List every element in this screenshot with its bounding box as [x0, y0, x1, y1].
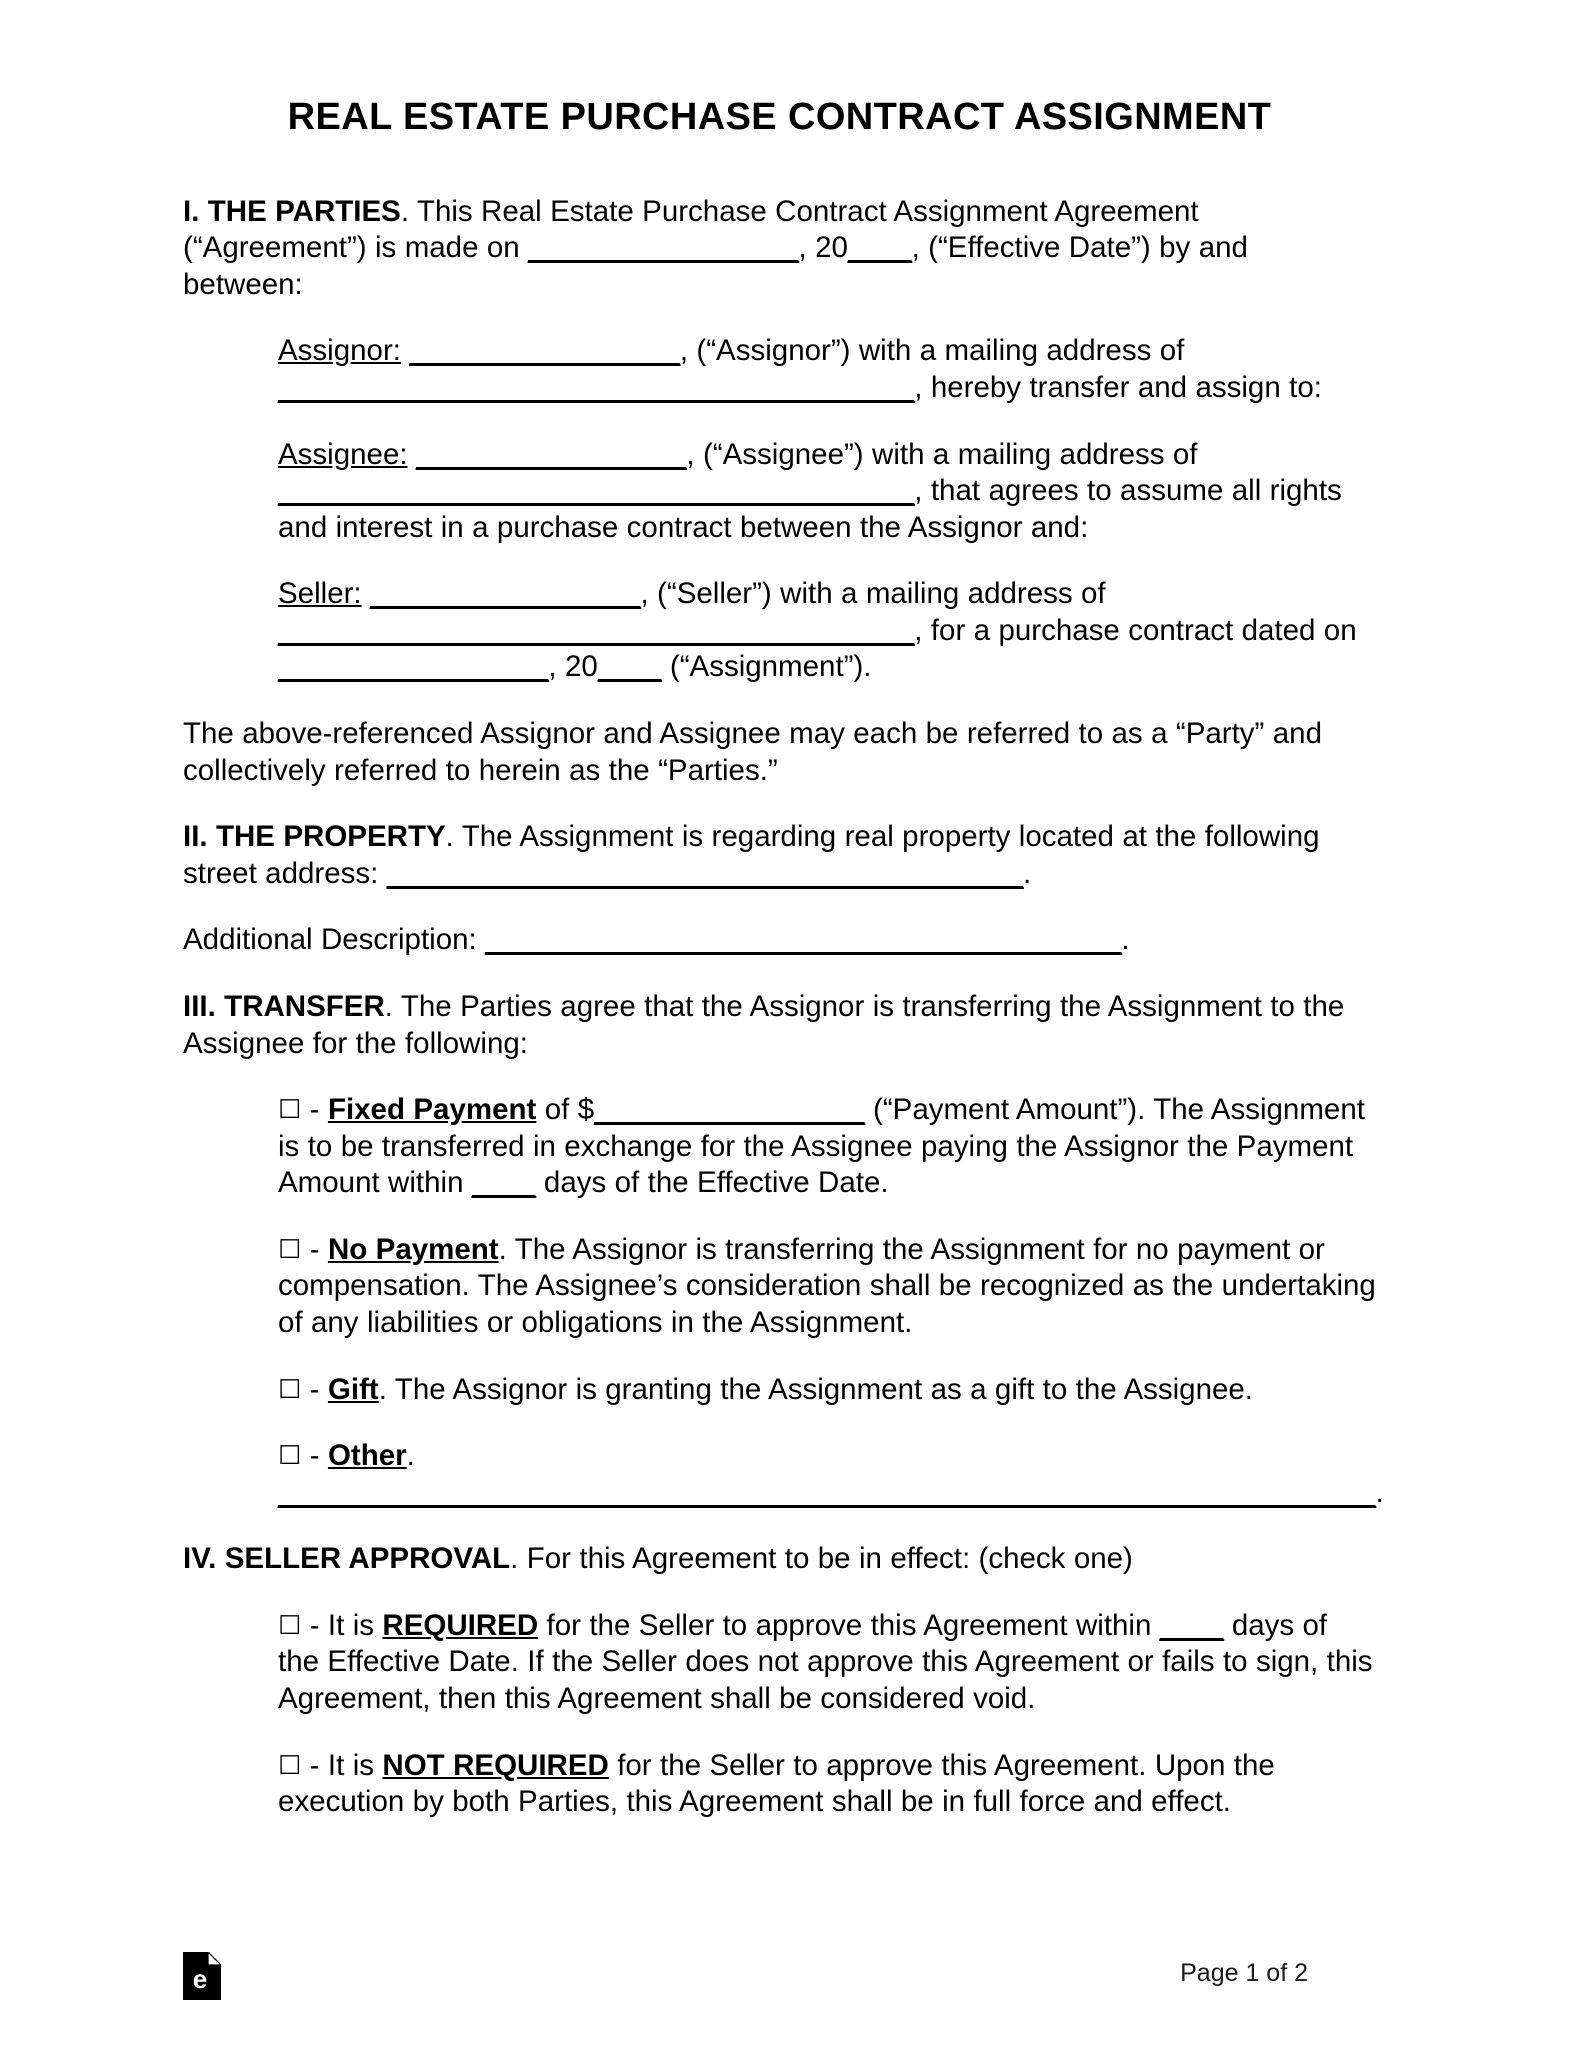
parties-intro-a: . This Real Estate Purchase Contract Assignment Agreement (“Agreement”) is made on [183, 194, 1199, 265]
eforms-logo-icon[interactable] [183, 1952, 221, 2000]
assignee-name-blank[interactable]: _________________ [415, 437, 687, 471]
option-no-payment-body: . The Assignor is transferring the Assignment for no payment or compensation. The Assignee’s consideration shall be recognized as the undertaking of any liabilities or obligations in the Assignment. [278, 1232, 1376, 1339]
option-label-other: Other [327, 1439, 407, 1473]
option-other-a: . [406, 1439, 415, 1473]
section-seller-approval [183, 1541, 1376, 1578]
assignor-block [278, 333, 1376, 406]
seller-line1: , (“Seller”) with a mailing address of [640, 577, 1106, 611]
additional-description [183, 922, 1376, 959]
option-fixed-b: (“Payment Amount”). The Assignment is to be transferred in exchange for the Assignee paying the Assignor the Payment Amount within [278, 1093, 1365, 1200]
assignee-line2: , that agrees to assume all rights and interest in a purchase contract between the Assignor and: [278, 474, 1342, 544]
svg-text:e: e [192, 1964, 208, 1994]
property-body-b: . [1022, 856, 1032, 890]
checkbox-icon[interactable]: ☐ [278, 1750, 302, 1781]
transfer-option-gift[interactable] [278, 1372, 1376, 1409]
option-fixed-a: of $ [536, 1093, 595, 1127]
option-prefix: - It is [301, 1748, 383, 1782]
section-transfer [183, 989, 1376, 1062]
checkbox-icon[interactable]: ☐ [278, 1610, 302, 1641]
option-dash: - [301, 1372, 328, 1406]
option-dash: - [301, 1093, 328, 1127]
assignee-label: Assignee: [278, 437, 408, 471]
section-property [183, 819, 1376, 892]
transfer-body: . The Parties agree that the Assignor is transferring the Assignment to the Assignee for the following: [183, 989, 1345, 1060]
option-gift-body: . The Assignor is granting the Assignment as a gift to the Assignee. [378, 1372, 1253, 1406]
effective-year-blank[interactable]: ____ [847, 231, 912, 265]
seller-address-blank[interactable]: ________________________________________ [278, 613, 915, 647]
checkbox-icon[interactable]: ☐ [278, 1095, 302, 1126]
option-other-b: . [1375, 1475, 1384, 1509]
option-prefix: - It is [301, 1608, 383, 1642]
option-required-b: days of the Effective Date. If the Seller does not approve this Agreement or fails to sign, this Agreement, then this Agreement shall be considered void. [278, 1608, 1373, 1716]
contract-date-blank[interactable]: _________________ [278, 650, 549, 684]
assignor-label: Assignor: [278, 334, 401, 368]
seller-name-blank[interactable]: _________________ [370, 577, 641, 611]
assignor-line2: , hereby transfer and assign to: [914, 371, 1322, 404]
checkbox-icon[interactable]: ☐ [278, 1441, 302, 1472]
option-dash: - [301, 1439, 328, 1473]
assignor-line1: , (“Assignor”) with a mailing address of [679, 334, 1185, 368]
property-body-a: . The Assignment is regarding real property located at the following street address: [183, 820, 1320, 890]
page-number: Page 1 of 2 [1180, 1959, 1308, 1987]
section-heading-transfer: III. TRANSFER [183, 989, 385, 1023]
option-required-a: for the Seller to approve this Agreement within [538, 1608, 1160, 1642]
section-heading-parties: I. THE PARTIES [183, 194, 401, 228]
section-parties-intro [183, 194, 1376, 304]
seller-label: Seller: [278, 577, 362, 611]
page-title: REAL ESTATE PURCHASE CONTRACT ASSIGNMENT [287, 96, 1272, 138]
other-description-blank[interactable]: _____________________________________________________________________ [278, 1475, 1376, 1509]
option-label-required: REQUIRED [382, 1608, 539, 1642]
payment-amount-blank[interactable]: _________________ [594, 1093, 865, 1127]
parties-intro-b: , 20 [798, 231, 848, 265]
seller-line3-c: (“Assignment”). [661, 650, 872, 684]
seller-approval-body: . For this Agreement to be in effect: (check one) [510, 1542, 1133, 1576]
option-label-gift: Gift [327, 1372, 379, 1406]
transfer-option-fixed-payment[interactable] [278, 1092, 1376, 1202]
parties-intro-c: , (“Effective Date”) by and between: [183, 231, 1248, 301]
seller-line3-b: , 20 [548, 650, 598, 684]
transfer-option-no-payment[interactable] [278, 1232, 1376, 1342]
assignor-name-blank[interactable]: _________________ [409, 334, 680, 368]
section-heading-property: II. THE PROPERTY [183, 820, 446, 854]
option-not-required-body: for the Seller to approve this Agreement. Upon the execution by both Parties, this Agreement shall be in full force and effect. [278, 1748, 1275, 1819]
seller-line2: , for a purchase contract dated on [914, 613, 1357, 647]
checkbox-icon[interactable]: ☐ [278, 1234, 302, 1265]
page-footer [183, 1938, 1400, 2008]
approval-option-not-required[interactable] [278, 1748, 1376, 1821]
parties-closing: The above-referenced Assignor and Assignee may each be referred to as a “Party” and collectively referred to herein as the “Parties.” [183, 717, 1322, 787]
approval-days-blank[interactable]: ____ [1159, 1608, 1224, 1642]
assignee-block [278, 437, 1376, 547]
option-dash: - [301, 1232, 328, 1266]
additional-description-label: Additional Description: [183, 923, 486, 957]
section-heading-seller-approval: IV. SELLER APPROVAL [183, 1542, 511, 1576]
option-fixed-c: days of the Effective Date. [535, 1166, 889, 1200]
additional-description-end: . [1121, 923, 1130, 957]
payment-days-blank[interactable]: ____ [471, 1166, 536, 1200]
assignee-line1: , (“Assignee”) with a mailing address of [686, 437, 1198, 471]
option-label-no-payment: No Payment [327, 1232, 499, 1266]
contract-year-blank[interactable]: ____ [597, 650, 662, 684]
assignor-address-blank[interactable]: ________________________________________ [278, 371, 915, 404]
assignee-address-blank[interactable]: ________________________________________ [278, 474, 915, 508]
effective-date-blank[interactable]: _________________ [528, 231, 799, 265]
street-address-blank[interactable]: ________________________________________ [386, 856, 1023, 890]
additional-description-blank[interactable]: ________________________________________ [485, 923, 1122, 957]
document-body [183, 96, 1384, 1851]
transfer-option-other[interactable] [278, 1438, 1384, 1511]
seller-block [278, 576, 1376, 686]
option-label-not-required: NOT REQUIRED [382, 1748, 609, 1782]
checkbox-icon[interactable]: ☐ [278, 1374, 302, 1405]
option-label-fixed-payment: Fixed Payment [327, 1093, 537, 1127]
approval-option-required[interactable] [278, 1608, 1376, 1718]
